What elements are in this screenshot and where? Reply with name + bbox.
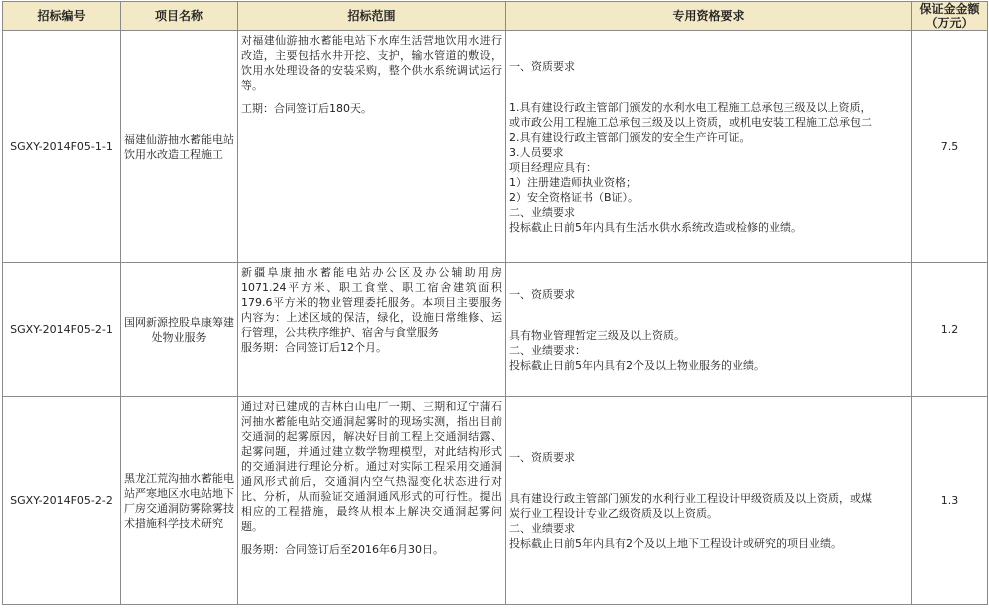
scope-cell <box>238 31 506 263</box>
qualification-cell <box>506 263 912 397</box>
deposit-amount: 1.2 <box>912 263 988 397</box>
scope-cell <box>238 263 506 397</box>
project-name: 黑龙江荒沟抽水蓄能电站严寒地区水电站地下厂房交通洞防雾除雾技术措施科学技术研究 <box>121 397 238 605</box>
req-line: 一、资质要求 <box>509 451 575 464</box>
req-line: 二、业绩要求 <box>509 522 575 535</box>
table-row <box>3 31 988 263</box>
table-header-row <box>3 2 988 31</box>
deposit-amount: 7.5 <box>912 31 988 263</box>
header-tender-id: 招标编号 <box>3 2 121 31</box>
period-text: 工期：合同签订后180天。 <box>241 102 372 115</box>
scope-text: 对福建仙游抽水蓄能电站下水库生活营地饮用水进行改造，主要包括水井开挖、支护，输水管道的敷设，饮用水处理设备的安装采购，整个供水系统调试运行等。 <box>241 34 502 92</box>
req-line: 3.人员要求 <box>509 145 564 159</box>
scope-text: 新疆阜康抽水蓄能电站办公区及办公辅助用房1071.24平方米、职工食堂、职工宿舍建筑面积179.6平方米的物业管理委托服务。本项目主要服务内容为：上述区域的保洁，绿化，设施日常维修、运行管理，公共秩序维护、宿舍与食堂服务 <box>241 266 502 339</box>
scope-cell <box>238 397 506 605</box>
period-text: 服务期：合同签订后至2016年6月30日。 <box>241 543 444 556</box>
req-line: 1.具有建设行政主管部门颁发的水利水电工程施工总承包三级及以上资质， <box>509 100 872 114</box>
req-line: 一、资质要求 <box>509 287 575 301</box>
qualification-cell <box>506 31 912 263</box>
req-line: 或市政公用工程施工总承包三级及以上资质，或机电安装工程施工总承包二 <box>509 115 872 129</box>
tender-table <box>2 1 988 605</box>
req-line: 2.具有建设行政主管部门颁发的安全生产许可证。 <box>509 130 751 144</box>
req-line: 投标截止日前5年内具有生活水供水系统改造或检修的业绩。 <box>509 220 802 234</box>
req-line: 二、业绩要求 <box>509 205 575 219</box>
header-project-name: 项目名称 <box>121 2 238 31</box>
req-line: 具有物业管理暂定三级及以上资质。 <box>509 328 685 342</box>
req-line: 1）注册建造师执业资格； <box>509 175 637 189</box>
deposit-amount: 1.3 <box>912 397 988 605</box>
project-name: 福建仙游抽水蓄能电站饮用水改造工程施工 <box>121 31 238 263</box>
req-line: 2）安全资格证书（B证）。 <box>509 190 640 204</box>
table-row <box>3 263 988 397</box>
qualification-cell <box>506 397 912 605</box>
table-row <box>3 397 988 605</box>
tender-id: SGXY-2014F05-1-1 <box>3 31 121 263</box>
tender-id: SGXY-2014F05-2-2 <box>3 397 121 605</box>
req-line: 投标截止日前5年内具有2个及以上物业服务的业绩。 <box>509 358 765 372</box>
header-scope: 招标范围 <box>238 2 506 31</box>
req-line: 二、业绩要求： <box>509 343 586 357</box>
req-line: 一、资质要求 <box>509 59 575 73</box>
header-qualification: 专用资格要求 <box>506 2 912 31</box>
req-line: 投标截止日前5年内具有2个及以上地下工程设计或研究的项目业绩。 <box>509 537 842 550</box>
req-line: 具有建设行政主管部门颁发的水利行业工程设计甲级资质及以上资质，或煤 <box>509 492 872 505</box>
tender-id: SGXY-2014F05-2-1 <box>3 263 121 397</box>
scope-text: 通过对已建成的吉林白山电厂一期、三期和辽宁蒲石河抽水蓄能电站交通洞起雾时的现场实测，指出目前交通洞的起雾原因，解决好目前工程上交通洞结露、起雾问题，并通过建立数学物理模型，对此结构形式的交通洞进行理论分析。通过对实际工程采用交通洞通风形式前后，交通洞内空气热湿变化状态进行对比、分析，从而验证交通洞通风形式的可行性。提出相应的工程措施，最终从根本上解决交通洞起雾问题。 <box>241 400 502 533</box>
req-line: 项目经理应具有： <box>509 160 597 174</box>
period-text: 服务期：合同签订后12个月。 <box>241 341 387 354</box>
req-line: 炭行业工程设计专业乙级资质及以上资质。 <box>509 507 718 520</box>
header-deposit: 保证金金额（万元） <box>912 2 988 31</box>
project-name: 国网新源控股阜康筹建处物业服务 <box>121 263 238 397</box>
